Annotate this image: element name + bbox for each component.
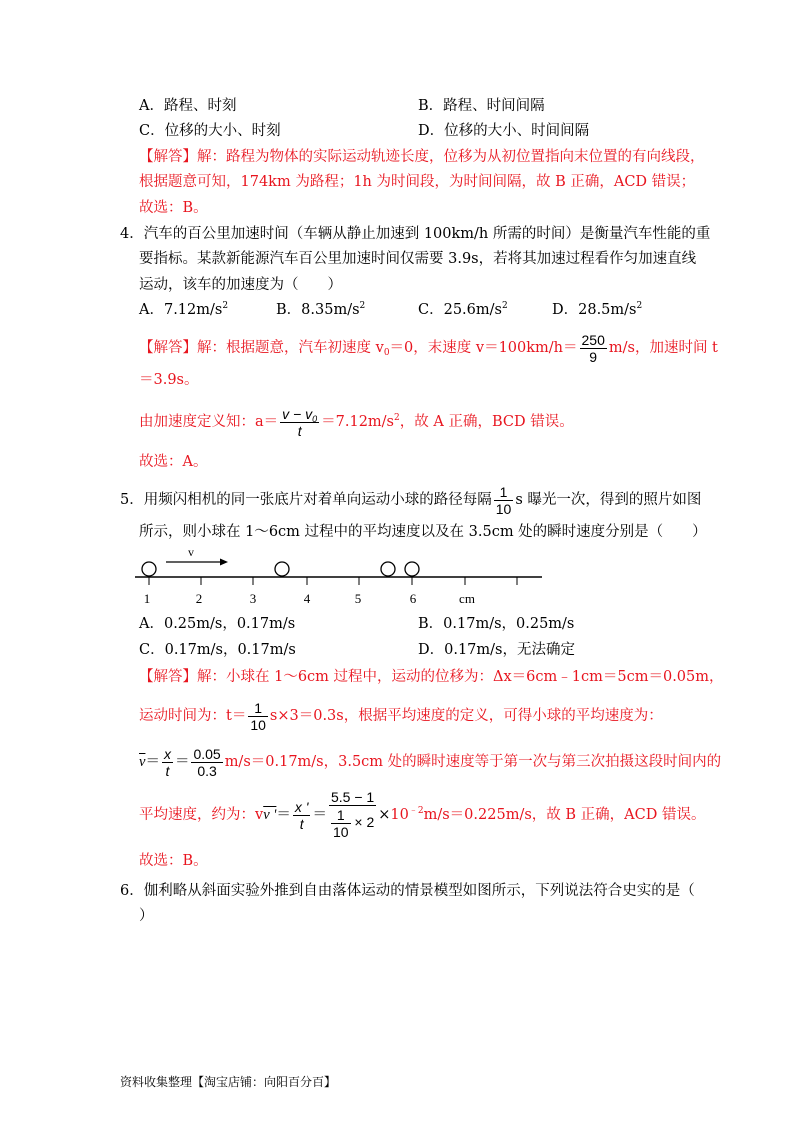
arrow-label: v: [188, 545, 194, 559]
ball-3: [381, 562, 395, 576]
q4-stem-line1: 4．汽车的百公里加速时间（车辆从静止加速到 100km/h 所需的时间）是衡量汽车性能的重: [120, 226, 711, 242]
fraction-compound: 5.5 − 1 $\frac{1}{10}$ × 2: [329, 789, 376, 841]
strobe-figure: [130, 545, 550, 610]
q4-option-a: A．$7.12m/s^2$: [139, 301, 229, 318]
q6-stem-line1: 6．伽利略从斜面实验外推到自由落体运动的情景模型如图所示，下列说法符合史实的是（: [120, 883, 695, 899]
q3-option-a: A．路程、时刻: [139, 98, 237, 114]
fraction-x-t: $\frac{x}{t}$: [163, 745, 171, 779]
q4-answer-choice: 故选：A。: [139, 454, 208, 470]
tick-label: 2: [195, 591, 203, 606]
q4-answer-line3: 由加速度定义知：a＝ $\frac{v - v_0}{t}$ $=7.12m/s^2$，故 A 正确，BCD 错误。: [139, 405, 574, 439]
q4-stem-line2: 要指标。某款新能源汽车百公里加速时间仅需要 3.9s，若将其加速过程看作匀加速直线: [139, 251, 697, 267]
q4-answer-line2: ＝3.9s。: [139, 372, 199, 388]
q5-answer-line4: 平均速度，约为：vv '＝ $\frac{x '}{t}$ ＝ 5.5 − 1 $\frac{1}{10}$ × 2 $\times 10^{﹣2}m/s=0.225m/s$，故 B 正确，ACD 错误。: [139, 789, 706, 840]
tick-label: cm: [459, 591, 475, 606]
q3-answer-line1: 【解答】解：路程为物体的实际运动轨迹长度，位移为从初位置指向末位置的有向线段，: [139, 149, 705, 165]
fraction-005-03: $\frac{0.05}{0.3}$: [193, 745, 221, 779]
q3-option-c: C．位移的大小、时刻: [139, 123, 281, 139]
fraction-xprime-t: $\frac{x '}{t}$: [294, 798, 309, 832]
q5-answer-line2: 运动时间为：t＝ $\frac{1}{10}$ s×3＝0.3s，根据平均速度的定义，可得小球的平均速度为：: [139, 699, 663, 733]
fraction-1-10: $\frac{1}{10}$: [250, 699, 266, 733]
q3-option-d: D．位移的大小、时间间隔: [418, 123, 590, 139]
q5-option-b: B．0.17m/s，0.25m/s: [418, 616, 575, 632]
q5-option-a: A．0.25m/s，0.17m/s: [139, 616, 296, 632]
q5-answer-line1: 【解答】解：小球在 1～6cm 过程中，运动的位移为：Δx＝6cm﹣1cm＝5cm＝0.05m，: [139, 669, 724, 685]
tick-label: 4: [303, 591, 311, 606]
fraction-1-10: $\frac{1}{10}$: [495, 483, 512, 517]
answer-tag: 【解答】: [139, 149, 197, 165]
q3-answer-line2: 根据题意可知，174km 为路程；1h 为时间段，为时间间隔，故 B 正确，ACD 错误；: [139, 174, 696, 190]
ball-2: [275, 562, 289, 576]
tick-label: 3: [249, 591, 257, 606]
q5-option-c: C．0.17m/s，0.17m/s: [139, 642, 296, 658]
q6-stem-line2: ）: [139, 908, 154, 924]
q3-answer-choice: 故选：B。: [139, 200, 208, 216]
page-footer: 资料收集整理【淘宝店铺：向阳百分百】: [120, 1075, 337, 1089]
tick-label: 1: [143, 591, 151, 606]
ball-1: [142, 562, 156, 576]
fraction-accel: $\frac{v - v_0}{t}$: [282, 405, 318, 439]
q5-answer-line3: $\overline{v}=$ $\frac{x}{t}$ ＝ $\frac{0.05}{0.3}$ m/s＝0.17m/s，3.5cm 处的瞬时速度等于第一次与第三次拍摄这段时间内的: [139, 745, 722, 779]
q5-stem-line1: 5．用频闪相机的同一张底片对着单向运动小球的路径每隔 $\frac{1}{10}$ s 曝光一次，得到的照片如图: [120, 483, 702, 517]
q4-stem-line3: 运动，该车的加速度为（ ）: [139, 277, 342, 293]
q3-option-b: B．路程、时间间隔: [418, 98, 545, 114]
q5-option-d: D．0.17m/s，无法确定: [418, 642, 575, 658]
tick-label: 6: [409, 591, 417, 606]
arrow-head-icon: [220, 559, 228, 566]
ball-4: [405, 562, 419, 576]
tick-label: 5: [354, 591, 362, 606]
q4-option-c: C．$25.6m/s^2$: [418, 301, 508, 318]
q4-option-b: B．$8.35m/s^2$: [276, 301, 366, 318]
q5-stem-line2: 所示，则小球在 1～6cm 过程中的平均速度以及在 3.5cm 处的瞬时速度分别是（ ）: [139, 524, 707, 540]
fraction-250-9: $\frac{250}{9}$: [581, 331, 605, 365]
q5-answer-choice: 故选：B。: [139, 853, 208, 869]
q4-option-d: D．$28.5m/s^2$: [552, 301, 643, 318]
q4-answer-line1: 【解答】解：根据题意，汽车初速度 $v_0=0$，末速度 v＝100km/h＝ $\frac{250}{9}$ m/s，加速时间 t: [139, 331, 718, 365]
